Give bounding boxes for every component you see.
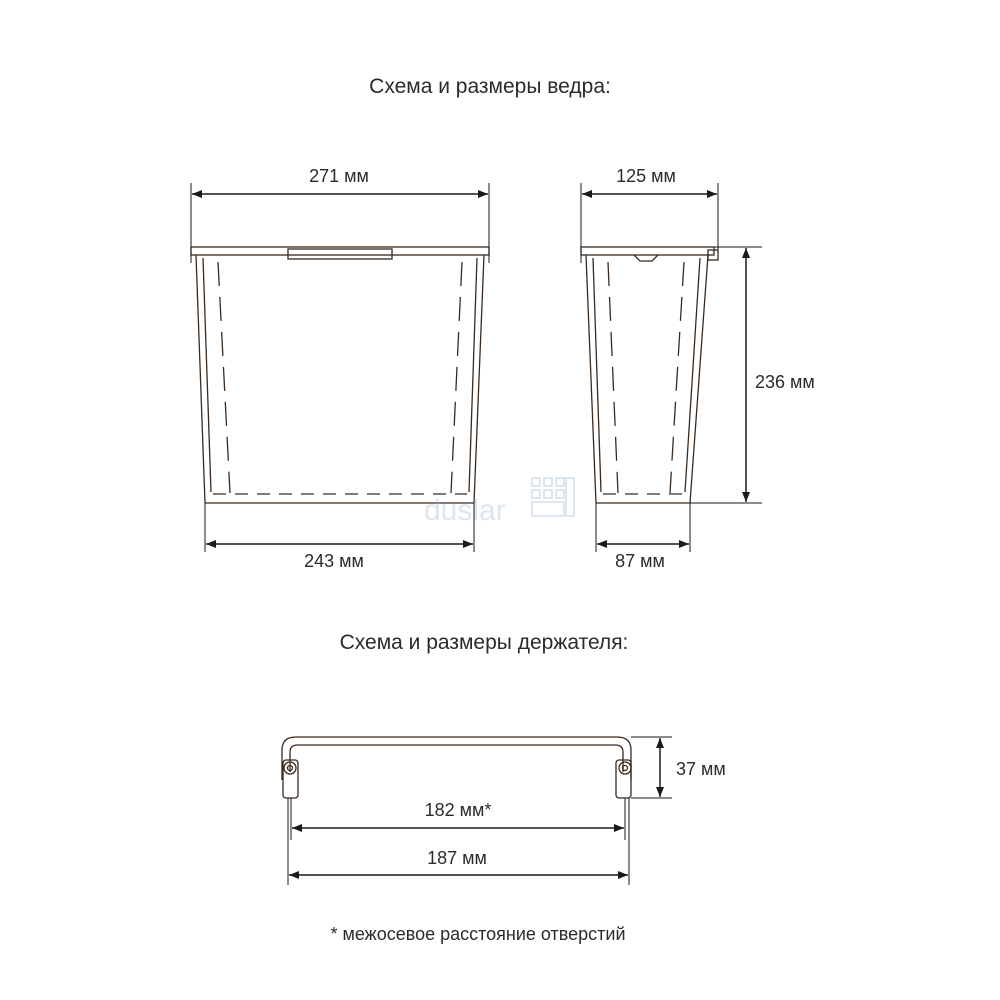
bucket-front-hidden-right [451, 262, 462, 493]
bucket-front-lid [191, 247, 489, 255]
bucket-section-title: Схема и размеры ведра: [369, 75, 611, 98]
bucket-side-inner-right [685, 258, 700, 492]
holder-footnote: * межосевое расстояние отверстий [330, 924, 626, 944]
dim-label-front-top: 271 мм [309, 166, 369, 186]
bucket-side-lid-notch [634, 255, 658, 261]
bucket-side-view [581, 183, 762, 552]
watermark-text: duslar [424, 494, 506, 527]
bucket-side-lid [581, 247, 714, 255]
dim-label-side-height: 236 мм [755, 372, 815, 392]
dim-label-side-bottom: 87 мм [615, 551, 665, 571]
bucket-front-inner-left [203, 258, 211, 492]
dim-label-holder-height: 37 мм [676, 759, 726, 779]
dim-label-holder-spacing: 182 мм* [424, 800, 492, 820]
bucket-front-handle [288, 249, 392, 259]
holder-right-hole [619, 762, 631, 774]
bucket-front-hidden-left [218, 262, 230, 493]
holder-bar-inner [290, 745, 623, 772]
bucket-side-hidden-left [608, 262, 618, 493]
watermark-logo-icon [532, 478, 574, 516]
dim-label-side-top: 125 мм [616, 166, 676, 186]
dim-label-holder-total: 187 мм [427, 848, 487, 868]
holder-section-title: Схема и размеры держателя: [339, 631, 629, 654]
dim-label-front-bottom: 243 мм [304, 551, 364, 571]
watermark [424, 478, 574, 527]
bucket-side-hidden-right [670, 262, 684, 493]
holder-bar [282, 737, 631, 780]
